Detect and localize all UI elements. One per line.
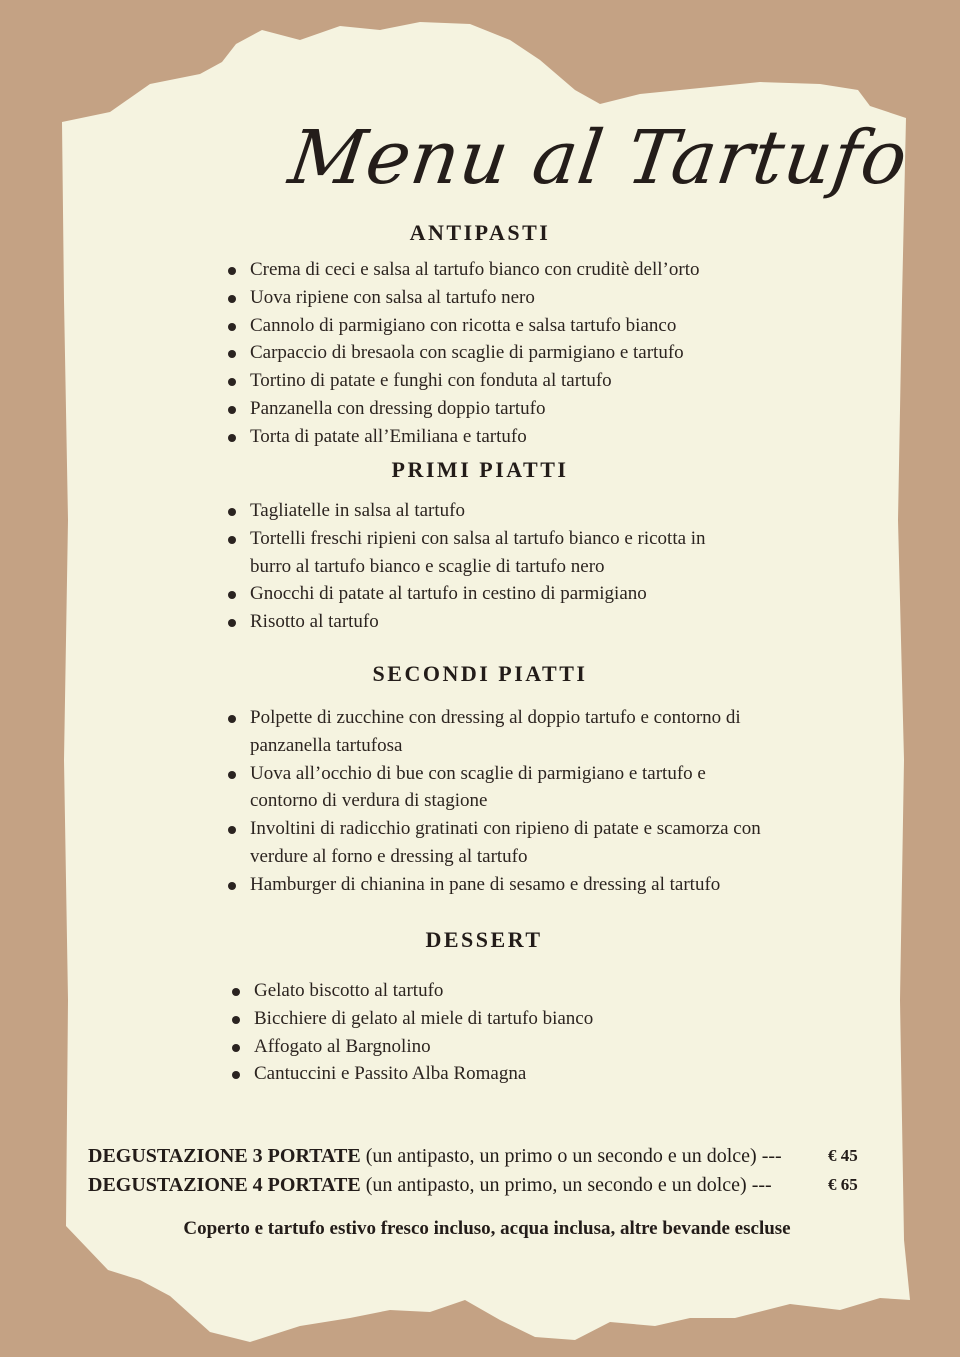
list-item: Gelato biscotto al tartufo [232,977,593,1005]
list-item: Cantuccini e Passito Alba Romagna [232,1060,593,1088]
list-item [228,815,761,871]
price-label: DEGUSTAZIONE 3 PORTATE [88,1145,361,1167]
list-item-line: Involtini di radicchio gratinati con ripieno di patate e scamorza con [250,818,761,840]
list-item: Carpaccio di bresaola con scaglie di parmigiano e tartufo [228,339,699,367]
list-item: Uova ripiene con salsa al tartufo nero [228,284,699,312]
list-item [228,871,761,899]
footer-note: Coperto e tartufo estivo fresco incluso, acqua inclusa, altre bevande escluse [183,1218,791,1239]
list-item: Affogato al Bargnolino [232,1033,593,1061]
list-item: Tortino di patate e funghi con fonduta al tartufo [228,367,699,395]
section-heading-secondi: SECONDI PIATTI [372,661,588,686]
list-item: Panzanella con dressing doppio tartufo [228,395,699,423]
menu-title: Menu al Tartufo [283,115,914,201]
list-item-line: Gnocchi di patate al tartufo in cestino di parmigiano [250,583,647,605]
list-item: Torta di patate all’Emiliana e tartufo [228,423,699,451]
list-item [228,760,761,816]
primi-list [228,497,706,636]
price-row-4-courses [88,1171,878,1199]
list-item [228,608,706,636]
section-heading-dessert: DESSERT [425,927,543,952]
list-item-line: Risotto al tartufo [250,611,379,633]
price-amount: € 65 [828,1175,858,1194]
list-item-line: panzanella tartufosa [250,734,403,756]
list-item [228,704,761,760]
antipasti-list [228,256,699,451]
price-detail: (un antipasto, un primo o un secondo e un dolce) --- [360,1145,782,1167]
list-item-line: burro al tartufo bianco e scaglie di tartufo nero [250,555,605,577]
secondi-list [228,704,761,899]
list-item-line: Hamburger di chianina in pane di sesamo e dressing al tartufo [250,873,721,895]
list-item-line: Uova all’occhio di bue con scaglie di parmigiano e tartufo e [250,762,706,784]
dessert-list [232,977,593,1088]
list-item: Cannolo di parmigiano con ricotta e salsa tartufo bianco [228,312,699,340]
price-label: DEGUSTAZIONE 4 PORTATE [88,1174,361,1196]
list-item: Crema di ceci e salsa al tartufo bianco con cruditè dell’orto [228,256,699,284]
list-item-line: contorno di verdura di stagione [250,790,488,812]
list-item-line: Tagliatelle in salsa al tartufo [250,500,465,521]
price-row-3-courses [88,1142,878,1170]
section-heading-primi: PRIMI PIATTI [391,457,569,482]
section-heading-antipasti: ANTIPASTI [409,220,551,245]
list-item-line: verdure al forno e dressing al tartufo [250,845,528,867]
list-item-line: Polpette di zucchine con dressing al doppio tartufo e contorno di [250,707,741,728]
price-detail: (un antipasto, un primo, un secondo e un dolce) --- [360,1174,772,1196]
list-item-line: Tortelli freschi ripieni con salsa al tartufo bianco e ricotta in [250,527,706,549]
price-amount: € 45 [828,1146,858,1165]
list-item [228,525,706,581]
list-item [228,497,706,525]
list-item [228,580,706,608]
list-item: Bicchiere di gelato al miele di tartufo bianco [232,1005,593,1033]
